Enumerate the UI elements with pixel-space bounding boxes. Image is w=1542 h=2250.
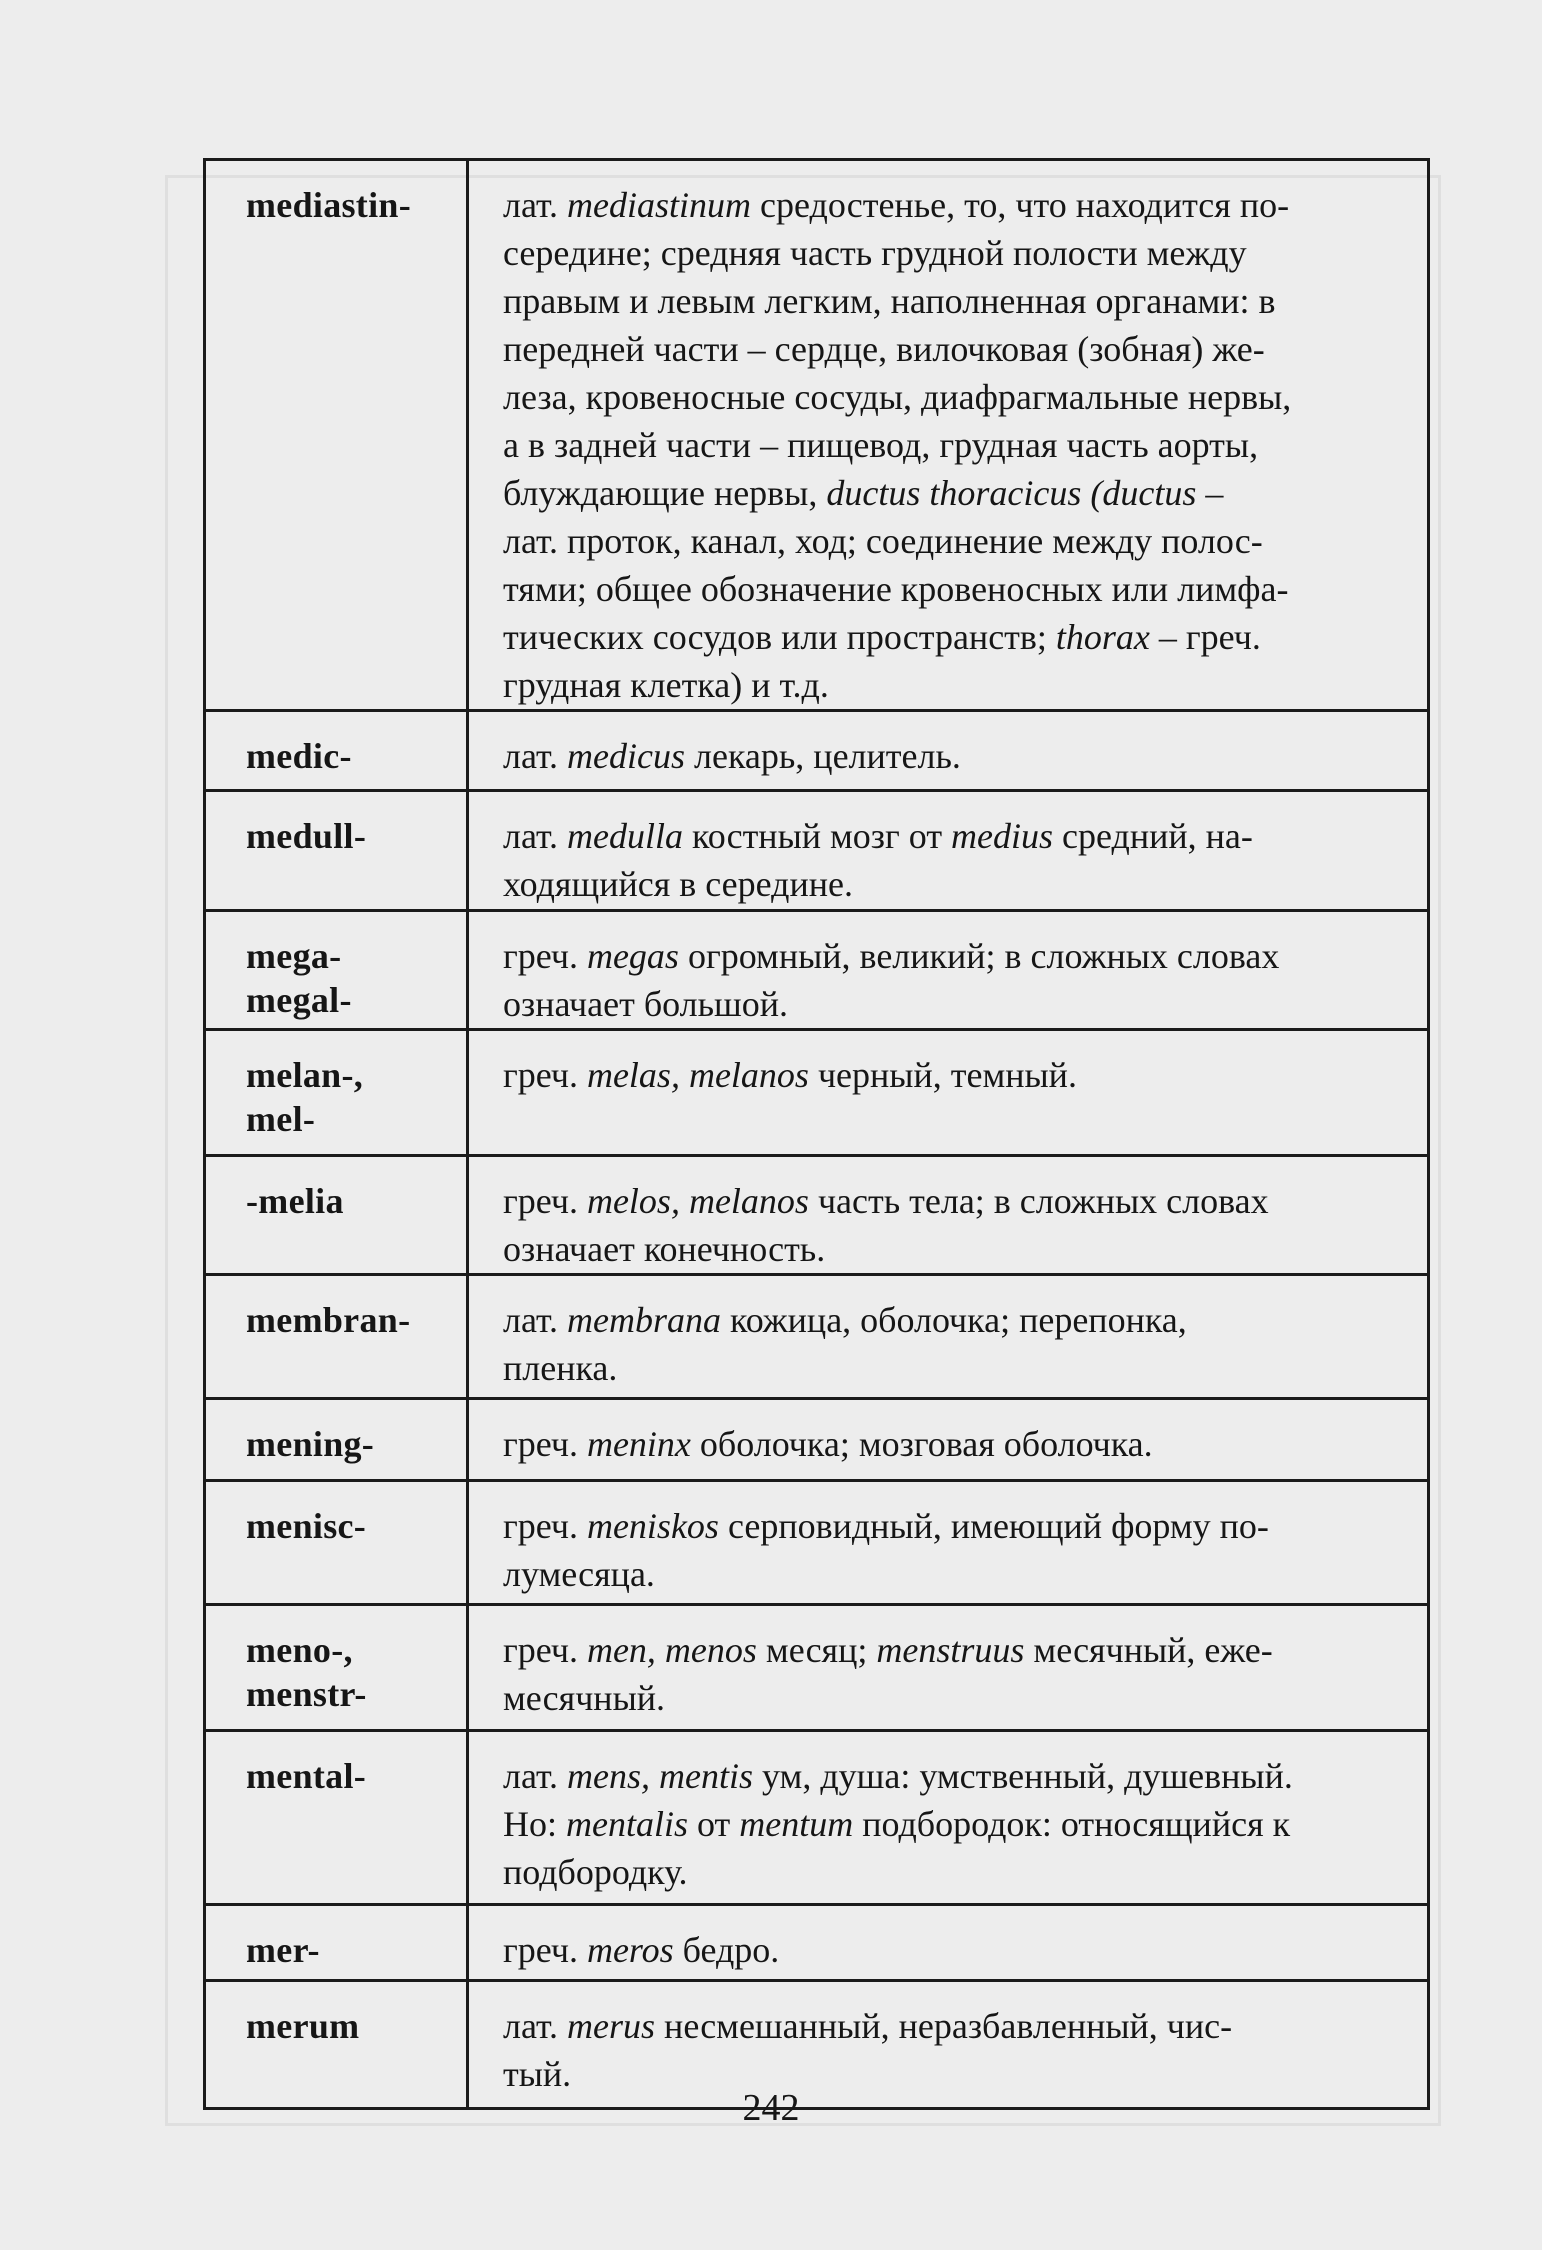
definition-line <box>503 229 1413 277</box>
definition-text: тических сосудов или пространств; <box>503 617 1056 657</box>
term-text: medic- <box>246 736 352 776</box>
definition-line <box>503 517 1413 565</box>
term-text: membran- <box>246 1300 411 1340</box>
definition-line <box>503 1177 1413 1225</box>
entry-term <box>205 160 468 711</box>
definition-text: тый. <box>503 2054 572 2094</box>
definition-italic-term: men, menos <box>586 1630 757 1670</box>
definition-line <box>503 613 1413 661</box>
definition-text: лат. <box>503 816 568 856</box>
entry-row <box>205 1905 1429 1981</box>
definition-text: месячный, еже- <box>1024 1630 1273 1670</box>
definition-italic-term: merus <box>567 2006 656 2046</box>
definition-line <box>503 980 1413 1028</box>
definition-text: греч. <box>503 1930 587 1970</box>
definition-line <box>503 932 1413 980</box>
definition-italic-term: menstruus <box>876 1630 1025 1670</box>
entry-term <box>205 1481 468 1605</box>
definition-italic-term: meniskos <box>586 1506 719 1546</box>
entry-term <box>205 1731 468 1905</box>
entry-row <box>205 1399 1429 1481</box>
definition-text: греч. <box>503 1055 587 1095</box>
definition-text: от <box>688 1804 740 1844</box>
definition-italic-term: melos, melanos <box>586 1181 809 1221</box>
entry-row <box>205 1605 1429 1731</box>
definition-text: ум, душа: умственный, душевный. <box>753 1756 1293 1796</box>
definition-text: часть тела; в сложных словах <box>808 1181 1269 1221</box>
definition-text: передней части – сердце, вилочковая (зобная) же- <box>503 329 1265 369</box>
definition-text: оболочка; мозговая оболочка. <box>690 1424 1153 1464</box>
definition-italic-term: mediastinum <box>567 185 752 225</box>
definition-text: – греч. <box>1149 617 1261 657</box>
definition-italic-term: meninx <box>586 1424 691 1464</box>
entry-term <box>205 1399 468 1481</box>
definition-text: месяц; <box>756 1630 877 1670</box>
definition-text: греч. <box>503 936 587 976</box>
term-text: megal- <box>246 980 352 1020</box>
definition-text: пленка. <box>503 1348 618 1388</box>
definition-text: правым и левым легким, наполненная органами: в <box>503 281 1276 321</box>
definition-line <box>503 565 1413 613</box>
term-text: medull- <box>246 816 367 856</box>
definition-text: тями; общее обозначение кровеносных или лимфа- <box>503 569 1289 609</box>
definition-text: костный мозг от <box>683 816 952 856</box>
dictionary-table <box>203 158 1430 2110</box>
definition-italic-term: melas, melanos <box>586 1055 809 1095</box>
definition-line <box>503 1800 1413 1848</box>
entry-definition <box>468 160 1429 711</box>
definition-text: лат. <box>503 1756 568 1796</box>
definition-text: огромный, великий; в сложных словах <box>678 936 1280 976</box>
definition-line <box>503 373 1413 421</box>
definition-line <box>503 181 1413 229</box>
definition-text: блуждающие нервы, <box>503 473 827 513</box>
definition-text: средостенье, то, что находится по- <box>751 185 1290 225</box>
entry-row <box>205 1156 1429 1275</box>
entry-term <box>205 791 468 911</box>
entry-definition <box>468 1731 1429 1905</box>
definition-text: несмешанный, неразбавленный, чис- <box>655 2006 1233 2046</box>
entry-definition <box>468 911 1429 1030</box>
definition-text: серповидный, имеющий форму по- <box>718 1506 1269 1546</box>
definition-italic-term: medulla <box>567 816 684 856</box>
term-text: melan-, <box>246 1055 364 1095</box>
definition-text: означает конечность. <box>503 1229 826 1269</box>
definition-line <box>503 1550 1413 1598</box>
term-text: merum <box>246 2006 360 2046</box>
definition-text: греч. <box>503 1424 587 1464</box>
entry-term <box>205 1275 468 1399</box>
definition-text: месячный. <box>503 1678 666 1718</box>
definition-line <box>503 1752 1413 1800</box>
definition-italic-term: meros <box>586 1930 674 1970</box>
definition-italic-term: mens, mentis <box>567 1756 754 1796</box>
entry-row <box>205 1275 1429 1399</box>
dictionary-body <box>205 160 1429 2109</box>
definition-line <box>503 732 1413 780</box>
definition-text: лат. проток, канал, ход; соединение между полос- <box>503 521 1263 561</box>
entry-definition <box>468 791 1429 911</box>
entry-row <box>205 791 1429 911</box>
definition-italic-term: mentalis <box>566 1804 688 1844</box>
definition-text: греч. <box>503 1181 587 1221</box>
entry-definition <box>468 1605 1429 1731</box>
entry-term <box>205 1156 468 1275</box>
entry-row <box>205 1030 1429 1156</box>
definition-line <box>503 1502 1413 1550</box>
entry-term <box>205 1030 468 1156</box>
page-number: 242 <box>742 2087 800 2129</box>
definition-text: кожица, оболочка; перепонка, <box>721 1300 1187 1340</box>
entry-definition <box>468 1905 1429 1981</box>
term-text: meno-, <box>246 1630 353 1670</box>
definition-text: греч. <box>503 1630 587 1670</box>
definition-italic-term: ductus thoracicus (ductus <box>826 473 1197 513</box>
definition-line <box>503 2002 1413 2050</box>
definition-text: лумесяца. <box>503 1554 655 1594</box>
definition-text: лат. <box>503 1300 568 1340</box>
definition-italic-term: megas <box>586 936 679 976</box>
entry-row <box>205 1481 1429 1605</box>
definition-line <box>503 1926 1413 1974</box>
definition-text: а в задней части – пищевод, грудная часть аорты, <box>503 425 1259 465</box>
definition-line <box>503 1626 1413 1674</box>
definition-line <box>503 1051 1413 1099</box>
definition-text: Но: <box>503 1804 566 1844</box>
definition-line <box>503 421 1413 469</box>
definition-text: черный, темный. <box>808 1055 1077 1095</box>
term-text: mening- <box>246 1424 375 1464</box>
definition-line <box>503 469 1413 517</box>
definition-line <box>503 1225 1413 1273</box>
entry-definition <box>468 711 1429 791</box>
definition-text: подбородок: относящийся к <box>853 1804 1291 1844</box>
entry-term <box>205 1605 468 1731</box>
definition-line <box>503 277 1413 325</box>
definition-line <box>503 661 1413 709</box>
term-text: mega- <box>246 936 342 976</box>
definition-text: середине; средняя часть грудной полости между <box>503 233 1247 273</box>
entry-row <box>205 160 1429 711</box>
definition-text: – <box>1196 473 1224 513</box>
definition-line <box>503 325 1413 373</box>
definition-text: средний, на- <box>1053 816 1253 856</box>
term-text: mental- <box>246 1756 367 1796</box>
entry-definition <box>468 1275 1429 1399</box>
definition-italic-term: thorax <box>1055 617 1150 657</box>
term-text: mediastin- <box>246 185 411 225</box>
definition-line <box>503 860 1413 908</box>
definition-text: означает большой. <box>503 984 789 1024</box>
definition-text: леза, кровеносные сосуды, диафрагмальные нервы, <box>503 377 1292 417</box>
entry-row <box>205 1731 1429 1905</box>
entry-term <box>205 711 468 791</box>
definition-line <box>503 1344 1413 1392</box>
term-text: -melia <box>246 1181 344 1221</box>
definition-italic-term: mentum <box>739 1804 854 1844</box>
definition-text: бедро. <box>673 1930 780 1970</box>
definition-text: ходящийся в середине. <box>503 864 853 904</box>
definition-italic-term: medius <box>951 816 1054 856</box>
definition-italic-term: medicus <box>567 736 686 776</box>
definition-line <box>503 1296 1413 1344</box>
definition-line <box>503 1848 1413 1896</box>
term-text: menstr- <box>246 1674 367 1714</box>
definition-line <box>503 812 1413 860</box>
definition-text: лат. <box>503 736 568 776</box>
definition-text: лекарь, целитель. <box>685 736 961 776</box>
definition-text: лат. <box>503 185 568 225</box>
entry-definition <box>468 1399 1429 1481</box>
entry-row <box>205 911 1429 1030</box>
definition-text: подбородку. <box>503 1852 688 1892</box>
definition-italic-term: membrana <box>567 1300 722 1340</box>
term-text: mel- <box>246 1099 316 1139</box>
entry-row <box>205 711 1429 791</box>
definition-line <box>503 1674 1413 1722</box>
entry-definition <box>468 1030 1429 1156</box>
definition-text: греч. <box>503 1506 587 1546</box>
definition-line <box>503 1420 1413 1468</box>
entry-term <box>205 1905 468 1981</box>
term-text: menisc- <box>246 1506 367 1546</box>
definition-text: грудная клетка) и т.д. <box>503 665 829 705</box>
entry-definition <box>468 1481 1429 1605</box>
entry-term <box>205 911 468 1030</box>
term-text: mer- <box>246 1930 320 1970</box>
entry-definition <box>468 1156 1429 1275</box>
definition-text: лат. <box>503 2006 568 2046</box>
